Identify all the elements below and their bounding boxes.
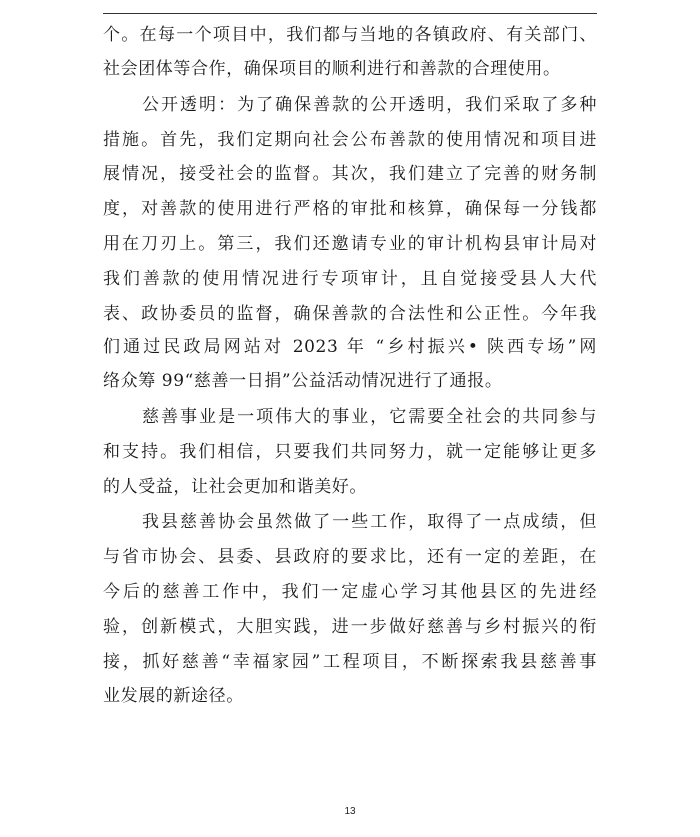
paragraph-first-line: 慈善事业是一项伟大的事业，它需要全社会的共同参与 — [142, 407, 597, 427]
body-text-line: 我们善款的使用情况进行专项审计，且自觉接受县人大代 — [103, 269, 597, 289]
body-text-line: 络众筹 99“慈善一日捐”公益活动情况进行了通报。 — [103, 371, 503, 391]
body-text-line: 用在刀刃上。第三，我们还邀请专业的审计机构县审计局对 — [103, 234, 597, 254]
header-rule — [103, 13, 597, 14]
body-text-line: 展情况，接受社会的监督。其次，我们建立了完善的财务制 — [103, 164, 597, 184]
body-text-line: 表、政协委员的监督，确保善款的合法性和公正性。今年我 — [103, 304, 597, 324]
body-text-line: 措施。首先，我们定期向社会公布善款的使用情况和项目进 — [103, 130, 597, 150]
body-text-line: 度，对善款的使用进行严格的审批和核算，确保每一分钱都 — [103, 199, 597, 219]
paragraph-first-line: 我县慈善协会虽然做了一些工作，取得了一点成绩，但 — [142, 512, 597, 532]
body-text-line: 个。在每一个项目中，我们都与当地的各镇政府、有关部门、 — [103, 25, 597, 45]
page-number: 13 — [344, 806, 356, 817]
body-text-line: 社会团体等合作，确保项目的顺利进行和善款的合理使用。 — [103, 59, 561, 79]
body-text-line: 验，创新模式，大胆实践，进一步做好慈善与乡村振兴的衔 — [103, 617, 597, 637]
paragraph-first-line: 公开透明：为了确保善款的公开透明，我们采取了多种 — [142, 95, 597, 115]
body-text-line: 与省市协会、县委、县政府的要求比，还有一定的差距，在 — [103, 547, 597, 567]
body-text-line: 的人受益，让社会更加和谐美好。 — [103, 477, 367, 497]
body-text-line: 们通过民政局网站对 2023 年 “乡村振兴• 陕西专场”网 — [103, 337, 597, 357]
body-text-line: 今后的慈善工作中，我们一定虚心学习其他县区的先进经 — [103, 582, 597, 602]
body-text-line: 业发展的新途径。 — [103, 686, 244, 706]
body-text-line: 和支持。我们相信，只要我们共同努力，就一定能够让更多 — [103, 442, 597, 462]
body-text-line: 接，抓好慈善“幸福家园”工程项目，不断探索我县慈善事 — [103, 652, 597, 672]
